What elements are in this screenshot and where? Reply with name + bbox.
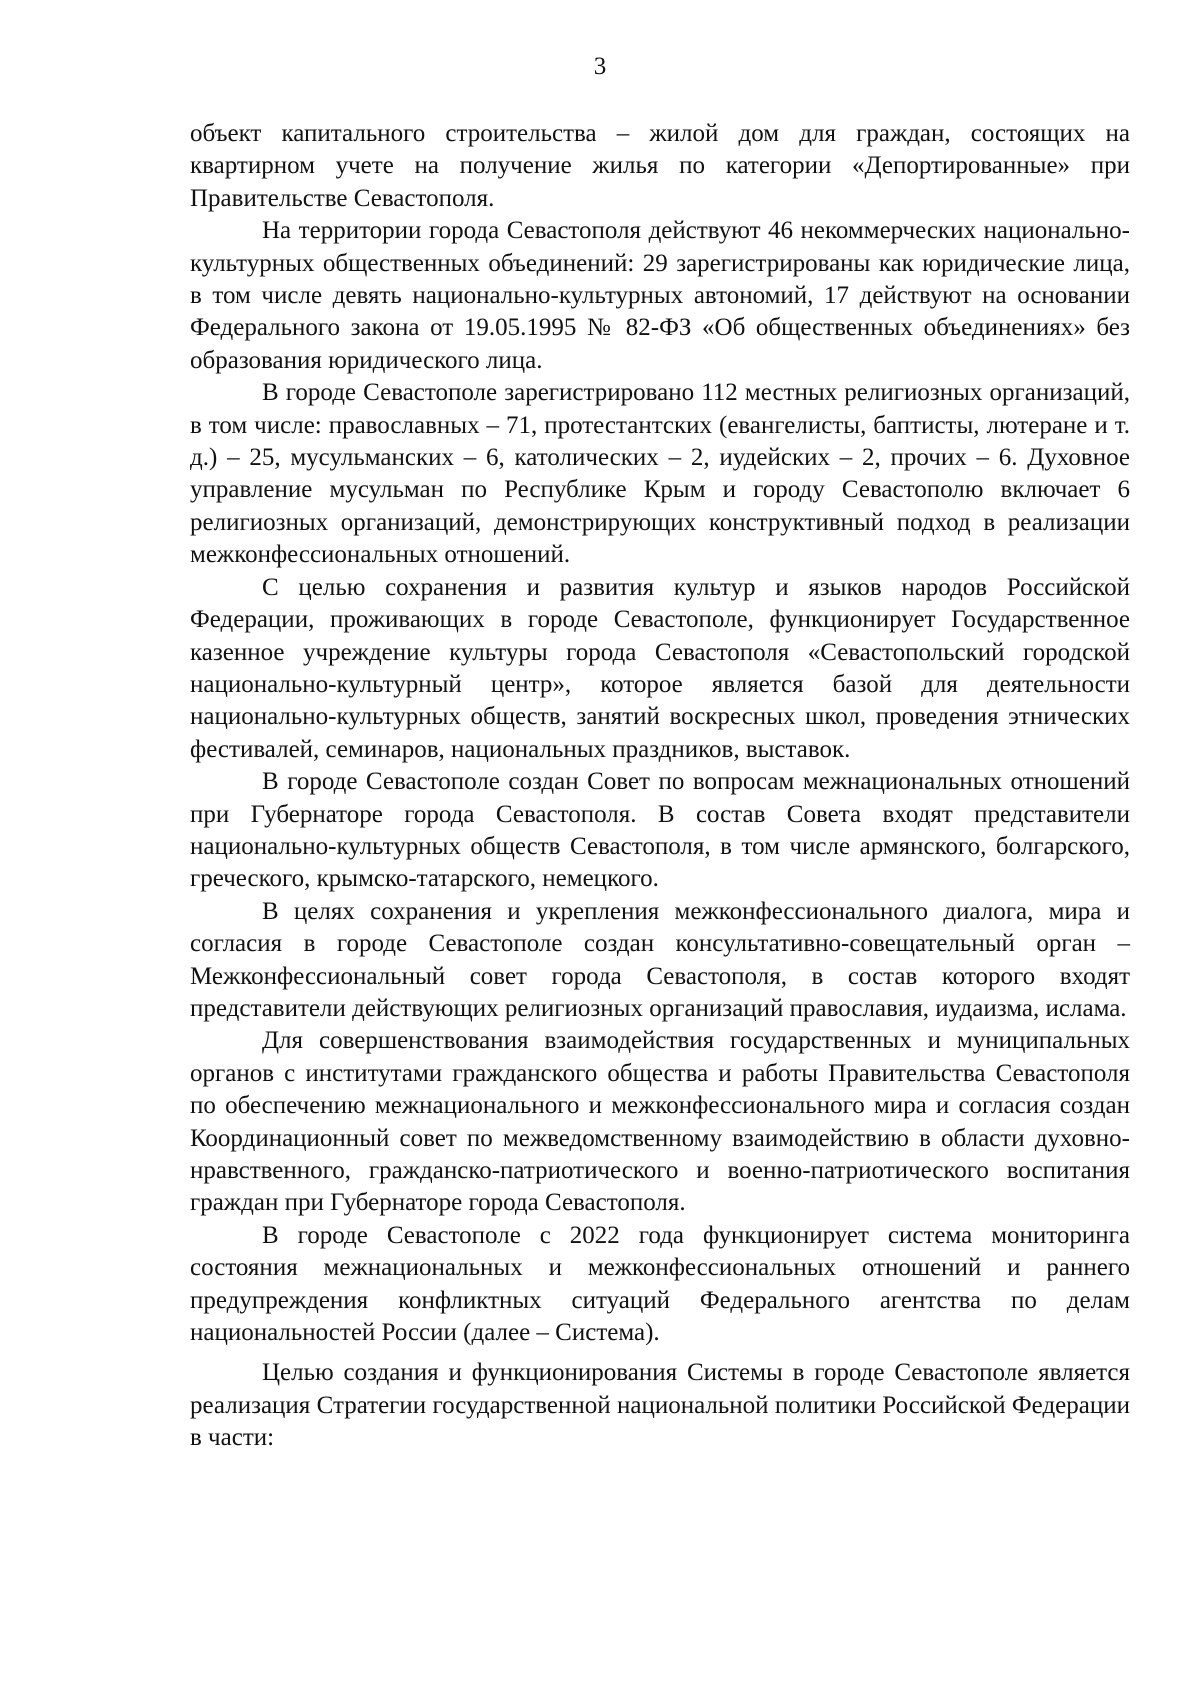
paragraph-2: На территории города Севастополя действуют 46 некоммерческих национально-культурных общественных объединений: 29 зарегистрированы как юридические лица, в том числе девять национально-культурных автономий, 17 действуют на основании Федерального закона от 19.05.1995 № 82-ФЗ «Об общественных объединениях» без образования юридического лица. — [190, 217, 1130, 374]
paragraph-7: Для совершенствования взаимодействия государственных и муниципальных органов с институтами гражданского общества и работы Правительства Севастополя по обеспечению межнационального и межконфессионального мира и согласия создан Координационный совет по межведомственному взаимодействию в области духовно-нравственного, гражданско-патриотического и военно-патриотического воспитания граждан при Губернаторе города Севастополя. — [190, 1027, 1130, 1217]
page-number: 3 — [593, 53, 607, 80]
paragraph-1: объект капитального строительства – жилой дом для граждан, состоящих на квартирном учете на получение жилья по категории «Депортированные» при Правительстве Севастополя. — [190, 120, 1130, 212]
paragraph-9: Целью создания и функционирования Системы в городе Севастополе является реализация Стратегии государственной национальной политики Российской Федерации в части: — [190, 1359, 1130, 1452]
paragraph-4: С целью сохранения и развития культур и языков народов Российской Федерации, проживающих в городе Севастополе, функционирует Государственное казенное учреждение культуры города Севастополя «Севастопольский городской национально-культурный центр», которое является базой для деятельности национально-культурных обществ, занятий воскресных школ, проведения этнических фестивалей, семинаров, национальных праздников, выставок. — [190, 573, 1130, 763]
paragraph-3: В городе Севастополе зарегистрировано 112 местных религиозных организаций, в том числе: православных – 71, протестантских (евангелисты, баптисты, лютеране и т. д.) – 25, мусульманских – 6, католических – 2, иудейских – 2, прочих – 6. Духовное управление мусульман по Республике Крым и городу Севастополю включает 6 религиозных организаций, демонстрирующих конструктивный подход в реализации межконфессиональных отношений. — [190, 379, 1130, 569]
document-body — [190, 118, 1130, 1455]
paragraph-8: В городе Севастополе с 2022 года функционирует система мониторинга состояния межнациональных и межконфессиональных отношений и раннего предупреждения конфликтных ситуаций Федерального агентства по делам национальностей России (далее – Система). — [190, 1221, 1130, 1347]
paragraph-5: В городе Севастополе создан Совет по вопросам межнациональных отношений при Губернаторе города Севастополя. В состав Совета входят представители национально-культурных обществ Севастополя, в том числе армянского, болгарского, греческого, крымско-татарского, немецкого. — [190, 768, 1130, 893]
paragraph-6: В целях сохранения и укрепления межконфессионального диалога, мира и согласия в городе Севастополе создан консультативно-совещательный орган – Межконфессиональный совет города Севастополя, в состав которого входят представители действующих религиозных организаций православия, иудаизма, ислама. — [190, 897, 1130, 1022]
